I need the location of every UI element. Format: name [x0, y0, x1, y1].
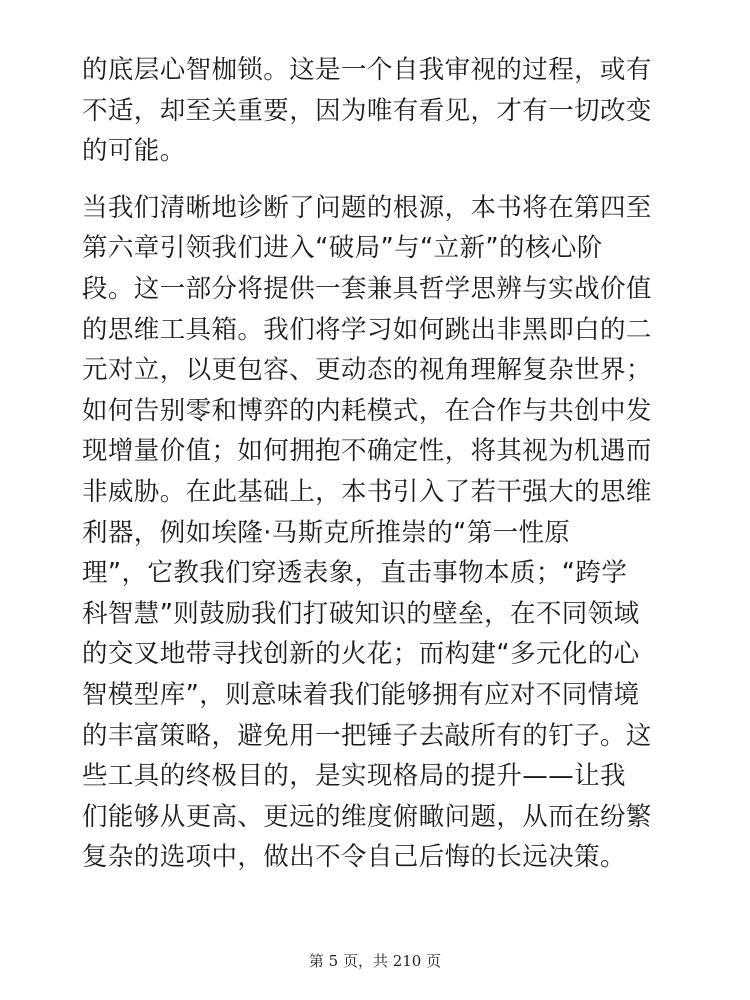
body-text: [82, 50, 672, 878]
text-line: 的交叉地带寻找创新的火花；而构建“多元化的心: [82, 639, 640, 670]
text-line: 科智慧”则鼓励我们打破知识的壁垒，在不同领域: [82, 598, 640, 629]
text-line: 的可能。: [82, 136, 186, 167]
paragraph-2: [82, 188, 672, 878]
text-line: 智模型库”，则意味着我们能够拥有应对不同情境: [82, 679, 640, 710]
text-line: 段。这一部分将提供一套兼具哲学思辨与实战价值: [82, 273, 652, 304]
text-line: 们能够从更高、更远的维度俯瞰问题，从而在纷繁: [82, 801, 652, 832]
text-line: 利器，例如埃隆·马斯克所推崇的“第一性原: [82, 517, 571, 548]
text-line: 些工具的终极目的，是实现格局的提升——让我: [82, 761, 626, 792]
text-line: 如何告别零和博弈的内耗模式，在合作与共创中发: [82, 395, 652, 426]
text-line: 的底层心智枷锁。这是一个自我审视的过程，或有: [82, 55, 652, 85]
text-line: 的思维工具箱。我们将学习如何跳出非黑即白的二: [82, 314, 652, 345]
text-line: 不适，却至关重要，因为唯有看见，才有一切改变: [82, 95, 652, 126]
page-number-footer: 第 5 页，共 210 页: [308, 952, 442, 970]
text-line: 理”，它教我们穿透表象，直击事物本质；“跨学: [82, 558, 628, 589]
text-line: 复杂的选项中，做出不令自己后悔的长远决策。: [82, 842, 626, 873]
paragraph-1: [82, 50, 672, 172]
text-line: 的丰富策略，避免用一把锤子去敲所有的钉子。这: [82, 720, 652, 751]
text-line: 非威胁。在此基础上，本书引入了若干强大的思维: [82, 476, 652, 507]
text-line: 当我们清晰地诊断了问题的根源，本书将在第四至: [82, 192, 652, 223]
text-line: 元对立，以更包容、更动态的视角理解复杂世界；: [82, 355, 652, 386]
text-line: 现增量价值；如何拥抱不确定性，将其视为机遇而: [82, 436, 652, 467]
text-line: 第六章引领我们进入“破局”与“立新”的核心阶: [82, 233, 603, 264]
